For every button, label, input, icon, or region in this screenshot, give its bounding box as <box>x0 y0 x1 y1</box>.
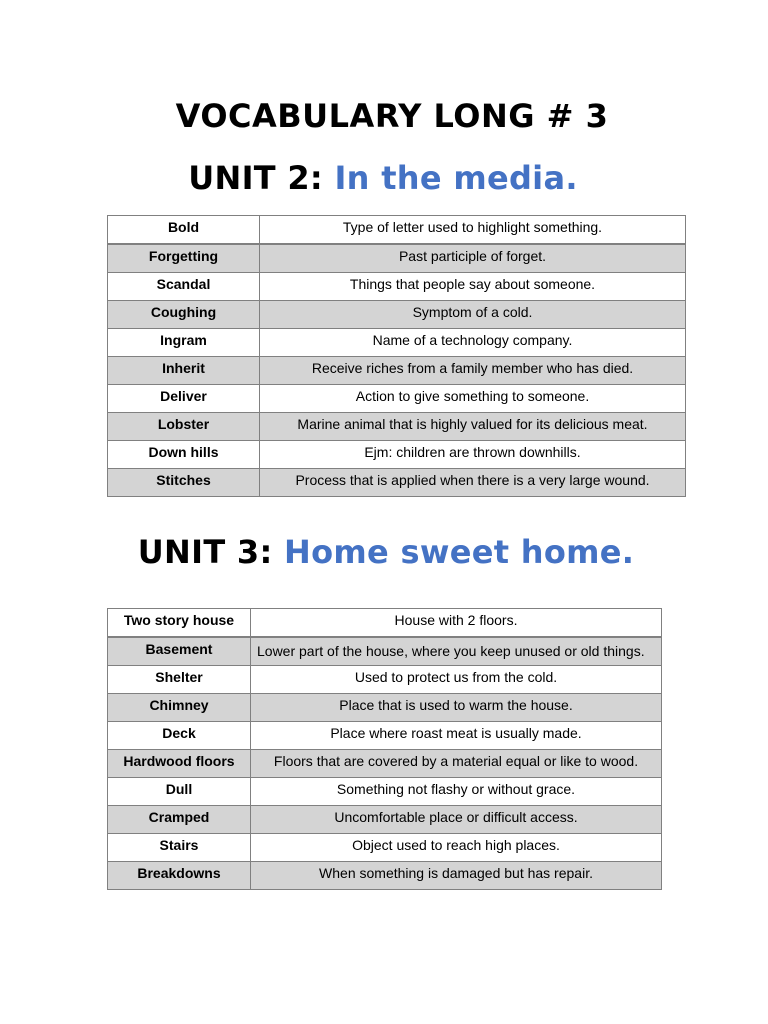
unit-2-topic: In the media. <box>334 159 578 197</box>
vocab-term: Stairs <box>108 834 251 862</box>
vocab-definition: Past participle of forget. <box>260 244 686 273</box>
vocab-row <box>108 385 686 413</box>
vocab-definition: Place where roast meat is usually made. <box>251 722 662 750</box>
vocab-row <box>108 469 686 497</box>
vocab-row <box>108 357 686 385</box>
vocab-definition: Receive riches from a family member who has died. <box>260 357 686 385</box>
unit-3-label: UNIT 3: <box>137 533 273 571</box>
vocab-row <box>108 301 686 329</box>
vocab-definition: Uncomfortable place or difficult access. <box>251 806 662 834</box>
vocab-definition: Action to give something to someone. <box>260 385 686 413</box>
vocab-row <box>108 329 686 357</box>
vocab-definition: Marine animal that is highly valued for its delicious meat. <box>260 413 686 441</box>
vocab-definition: House with 2 floors. <box>251 609 662 638</box>
vocab-row <box>108 413 686 441</box>
vocab-row <box>108 637 662 666</box>
vocab-definition: Something not flashy or without grace. <box>251 778 662 806</box>
vocab-term: Stitches <box>108 469 260 497</box>
vocab-term: Deliver <box>108 385 260 413</box>
unit-2-heading <box>0 158 767 198</box>
vocab-term: Two story house <box>108 609 251 638</box>
vocab-term: Scandal <box>108 273 260 301</box>
vocab-term: Deck <box>108 722 251 750</box>
vocab-term: Breakdowns <box>108 862 251 890</box>
vocab-definition: Object used to reach high places. <box>251 834 662 862</box>
vocab-definition: Things that people say about someone. <box>260 273 686 301</box>
vocab-term: Dull <box>108 778 251 806</box>
vocab-row <box>108 862 662 890</box>
vocab-definition: Floors that are covered by a material equal or like to wood. <box>251 750 662 778</box>
vocab-definition: Lower part of the house, where you keep unused or old things. <box>251 637 662 666</box>
vocab-definition: Place that is used to warm the house. <box>251 694 662 722</box>
vocab-term: Coughing <box>108 301 260 329</box>
vocab-row <box>108 806 662 834</box>
vocab-row <box>108 441 686 469</box>
unit-2-label: UNIT 2: <box>188 159 324 197</box>
vocab-term: Bold <box>108 216 260 245</box>
vocab-definition: Name of a technology company. <box>260 329 686 357</box>
vocab-row <box>108 694 662 722</box>
vocab-term: Hardwood floors <box>108 750 251 778</box>
vocab-row <box>108 722 662 750</box>
vocab-definition: Type of letter used to highlight something. <box>260 216 686 245</box>
vocab-term: Inherit <box>108 357 260 385</box>
document-title: VOCABULARY LONG # 3 <box>175 97 609 135</box>
vocab-row <box>108 666 662 694</box>
vocab-term: Forgetting <box>108 244 260 273</box>
vocab-definition: Used to protect us from the cold. <box>251 666 662 694</box>
vocab-row <box>108 834 662 862</box>
unit-3-vocabulary-table <box>107 608 662 890</box>
vocab-term: Down hills <box>108 441 260 469</box>
vocab-definition: Ejm: children are thrown downhills. <box>260 441 686 469</box>
vocab-row <box>108 609 662 638</box>
vocab-row <box>108 778 662 806</box>
vocab-term: Lobster <box>108 413 260 441</box>
vocab-term: Ingram <box>108 329 260 357</box>
vocab-row <box>108 750 662 778</box>
unit-2-vocabulary-table <box>107 215 686 497</box>
unit-3-topic: Home sweet home. <box>284 533 635 571</box>
vocab-row <box>108 244 686 273</box>
vocab-term: Chimney <box>108 694 251 722</box>
vocab-term: Cramped <box>108 806 251 834</box>
vocab-row <box>108 216 686 245</box>
unit-3-heading <box>2 532 768 572</box>
vocab-term: Shelter <box>108 666 251 694</box>
vocab-definition: Process that is applied when there is a very large wound. <box>260 469 686 497</box>
vocab-row <box>108 273 686 301</box>
vocab-definition: When something is damaged but has repair. <box>251 862 662 890</box>
vocab-term: Basement <box>108 637 251 666</box>
vocab-definition: Symptom of a cold. <box>260 301 686 329</box>
